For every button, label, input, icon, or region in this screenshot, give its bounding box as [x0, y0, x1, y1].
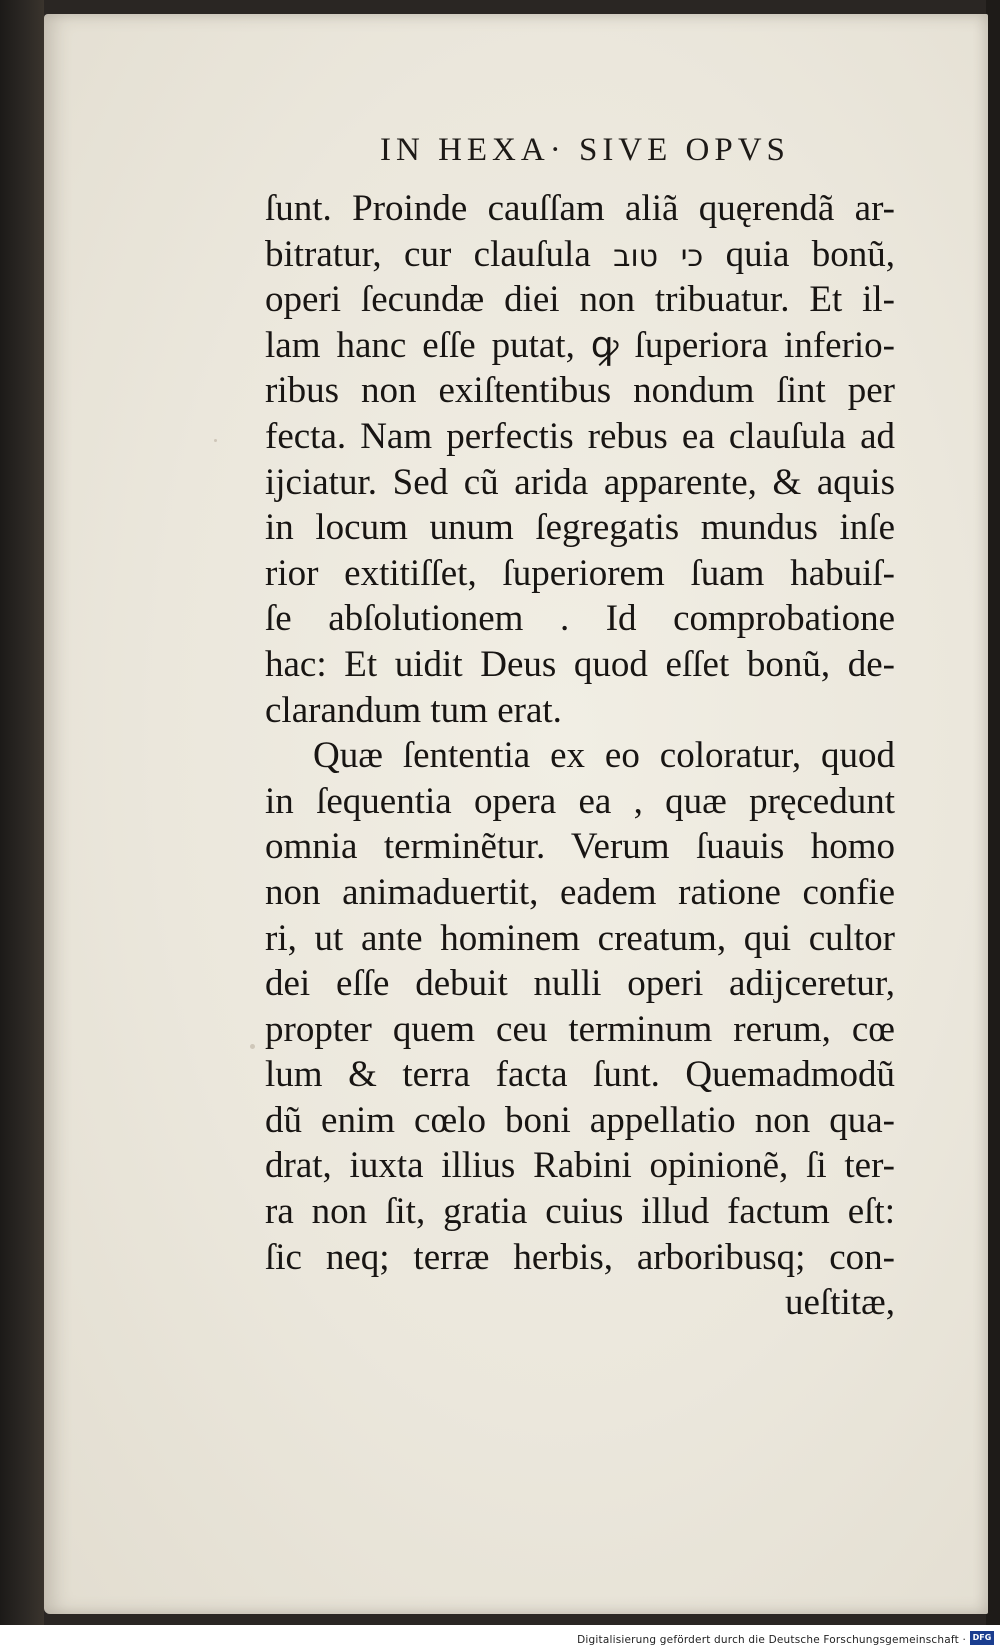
footer-bar: [0, 1625, 1000, 1649]
paper-spot: [250, 1044, 255, 1049]
text-line: bitratur, cur clauſula כי טוב quia bonũ,: [265, 233, 895, 275]
text-line: operi ſecundæ diei non tribuatur. Et il-: [265, 279, 895, 321]
text-line: non animaduertit, eadem ratione confie: [265, 871, 895, 913]
text-line: propter quem ceu terminum rerum, cœ: [265, 1008, 895, 1050]
text-line: ri, ut ante hominem creatum, qui cultor: [265, 917, 895, 959]
text-line: lum & terra facta ſunt. Quemadmodũ: [265, 1054, 895, 1096]
text-line: ijciatur. Sed cũ arida apparente, & aquis: [265, 461, 895, 503]
text-line: dei eſſe debuit nulli operi adijceretur,: [265, 963, 895, 1005]
text-line: hac: Et uidit Deus quod eſſet bonũ, de-: [265, 643, 895, 685]
scan-background-left: [0, 0, 44, 1649]
text-line: ſic neq; terræ herbis, arboribusq; con-: [265, 1236, 895, 1278]
funding-credit: Digitalisierung gefördert durch die Deutsche Forschungsgemeinschaft ·: [577, 1634, 966, 1646]
scan-background-right: [986, 0, 1000, 1649]
text-line: rior extitiſſet, ſuperiorem ſuam habuiſ-: [265, 552, 895, 594]
text-line: ra non ſit, gratia cuius illud factum eſt:: [265, 1191, 895, 1233]
catchword: ueſtitæ,: [785, 1282, 895, 1324]
running-head: IN HEXA· SIVE OPVS: [380, 132, 790, 168]
text-line: fecta. Nam perfectis rebus ea clauſula ad: [265, 415, 895, 457]
dfg-logo: DFG: [970, 1631, 994, 1645]
text-line: ribus non exiſtentibus nondum ſint per: [265, 370, 895, 412]
text-line: ſe abſolutionem . Id comprobatione: [265, 598, 895, 640]
text-line: Quæ ſententia ex eo coloratur, quod: [313, 735, 895, 777]
text-line: lam hanc eſſe putat, ꝙ ſuperiora inferio-: [265, 324, 895, 366]
text-line: ſunt. Proinde cauſſam aliã quęrendã ar-: [265, 188, 895, 229]
text-line: dũ enim cœlo boni appellatio non qua-: [265, 1099, 895, 1141]
paper-spot: [214, 439, 217, 442]
text-line: in ſequentia opera ea , quæ pręcedunt: [265, 780, 895, 822]
text-line: in locum unum ſegregatis mundus inſe: [265, 507, 895, 549]
text-line: clarandum tum erat.: [265, 689, 562, 731]
text-line: omnia terminẽtur. Verum ſuauis homo: [265, 826, 895, 868]
text-line: drat, iuxta illius Rabini opinionẽ, ſi ter-: [265, 1145, 895, 1187]
hebrew-phrase: כי טוב: [613, 238, 704, 274]
body-text: [265, 186, 895, 1326]
